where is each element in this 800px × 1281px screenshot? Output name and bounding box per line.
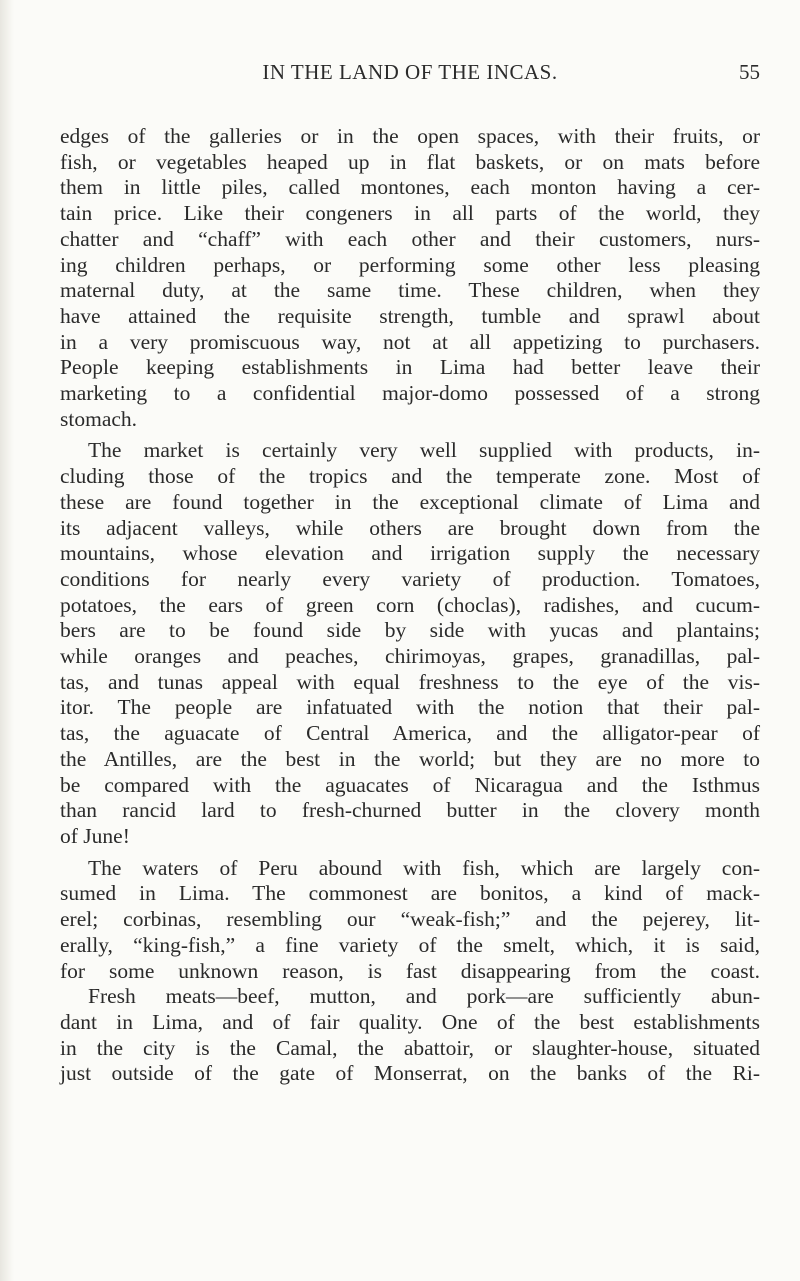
text-line: while oranges and peaches, chirimoyas, grapes, granadillas, pal- <box>60 644 760 669</box>
text-line: be compared with the aguacates of Nicaragua and the Isthmus <box>60 772 760 797</box>
text-line: erel; corbinas, resembling our “weak-fish;” and the pejerey, lit- <box>60 907 760 932</box>
text-line: marketing to a confidential major-domo possessed of a strong <box>60 381 760 406</box>
paragraph-market-products <box>60 438 760 849</box>
text-line: chatter and “chaff” with each other and their customers, nurs- <box>60 226 760 251</box>
text-line: these are found together in the exceptional climate of Lima and <box>60 489 760 514</box>
text-line: in a very promiscuous way, not at all appetizing to purchasers. <box>60 329 760 354</box>
text-line: the Antilles, are the best in the world; but they are no more to <box>60 746 760 771</box>
text-line: mountains, whose elevation and irrigation supply the necessary <box>60 541 760 566</box>
text-line: ing children perhaps, or performing some other less pleasing <box>60 252 760 277</box>
text-line: in the city is the Camal, the abattoir, or slaughter-house, situated <box>60 1035 760 1060</box>
page-number: 55 <box>739 60 760 84</box>
text-line: tain price. Like their congeners in all parts of the world, they <box>60 201 760 226</box>
text-line: Fresh meats—beef, mutton, and pork—are sufficiently abun- <box>88 984 760 1009</box>
text-line: itor. The people are infatuated with the notion that their pal- <box>60 695 760 720</box>
text-line: for some unknown reason, is fast disappearing from the coast. <box>60 958 760 983</box>
text-line: maternal duty, at the same time. These children, when they <box>60 278 760 303</box>
text-line: People keeping establishments in Lima had better leave their <box>60 355 760 380</box>
text-line: tas, and tunas appeal with equal freshness to the eye of the vis- <box>60 669 760 694</box>
running-head: IN THE LAND OF THE INCAS. <box>262 60 558 84</box>
text-line: of June! <box>60 823 130 848</box>
text-line: than rancid lard to fresh-churned butter in the clovery month <box>60 798 760 823</box>
text-line: dant in Lima, and of fair quality. One of the best establishments <box>60 1009 760 1034</box>
text-line: its adjacent valleys, while others are brought down from the <box>60 515 760 540</box>
text-line: sumed in Lima. The commonest are bonitos, a kind of mack- <box>60 881 760 906</box>
paragraph-market-vendors <box>60 124 760 432</box>
text-line: erally, “king-fish,” a fine variety of the smelt, which, it is said, <box>60 932 760 957</box>
text-line: The market is certainly very well supplied with products, in- <box>88 438 760 463</box>
text-line: tas, the aguacate of Central America, and the alligator-pear of <box>60 721 760 746</box>
text-line: cluding those of the tropics and the temperate zone. Most of <box>60 464 760 489</box>
text-line: conditions for nearly every variety of production. Tomatoes, <box>60 566 760 591</box>
paragraph-fish-and-meats <box>60 856 760 1087</box>
text-line: have attained the requisite strength, tumble and sprawl about <box>60 303 760 328</box>
text-line: potatoes, the ears of green corn (choclas), radishes, and cucum- <box>60 592 760 617</box>
text-line: fish, or vegetables heaped up in flat baskets, or on mats before <box>60 149 760 174</box>
text-line: just outside of the gate of Monserrat, on the banks of the Ri- <box>60 1061 760 1086</box>
page-gutter <box>0 0 14 1281</box>
text-line: The waters of Peru abound with fish, which are largely con- <box>88 855 760 880</box>
text-line: edges of the galleries or in the open spaces, with their fruits, or <box>60 124 760 148</box>
text-line: stomach. <box>60 406 138 431</box>
text-line: bers are to be found side by side with yucas and plantains; <box>60 618 760 643</box>
text-line: them in little piles, called montones, each monton having a cer- <box>60 175 760 200</box>
body-text <box>60 124 760 1093</box>
page-header <box>60 60 760 94</box>
